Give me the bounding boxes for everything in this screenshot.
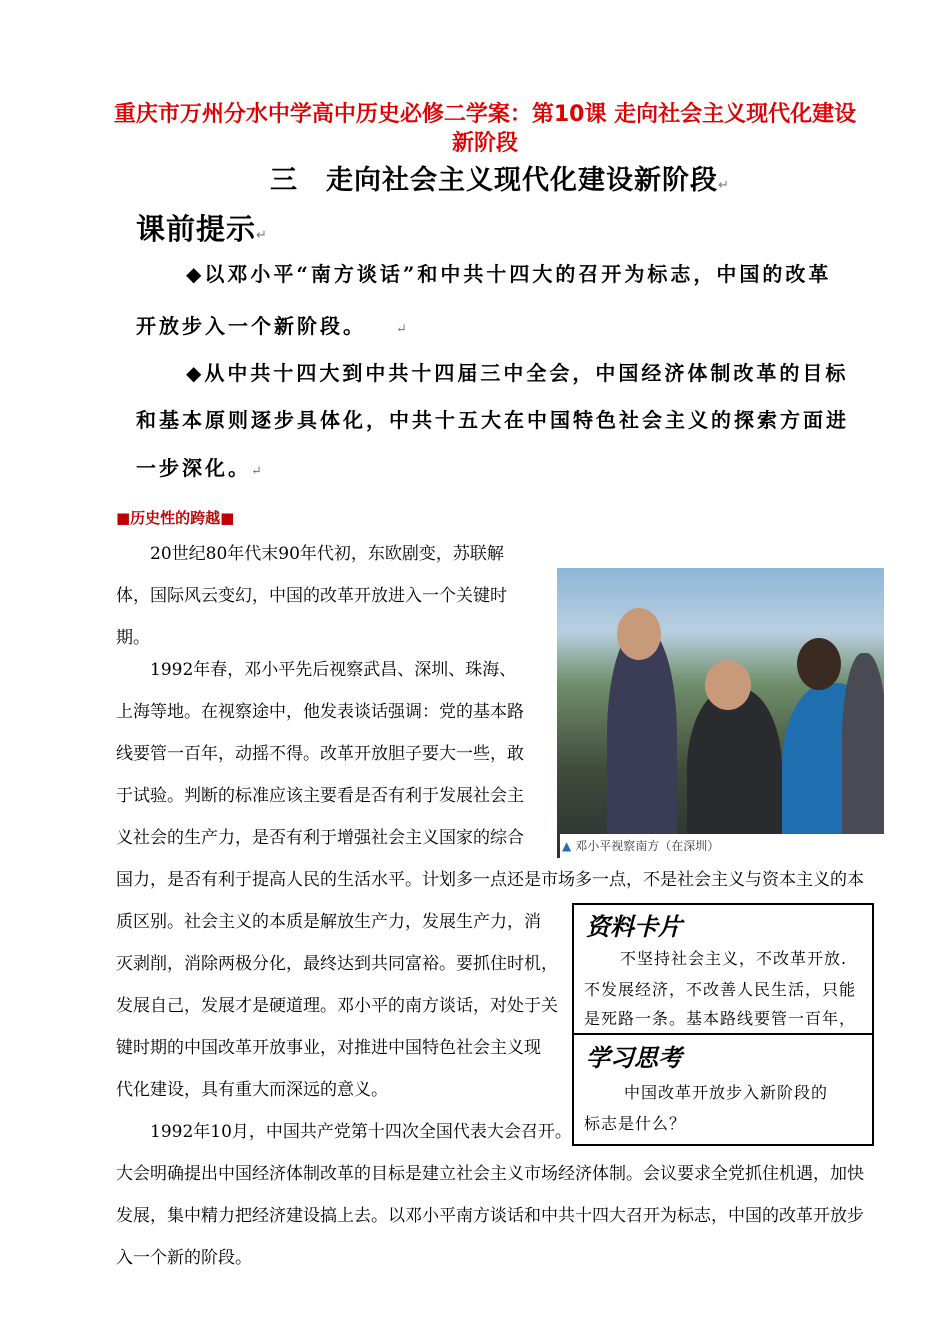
body-line: 灭剥削，消除两极分化，最终达到共同富裕。要抓住时机， [116, 954, 558, 974]
preview-heading-text: 课前提示 [136, 212, 257, 246]
preview-heading [136, 207, 268, 248]
body-line: 发展，集中精力把经济建设搞上去。以邓小平南方谈话和中共十四大召开为标志，中国的改革开放步 [116, 1206, 864, 1226]
body-line: 发展自己，发展才是硬道理。邓小平的南方谈话，对处于关 [116, 996, 558, 1016]
photo-figure-head [617, 608, 661, 660]
body-line: 线要管一百年，动摇不得。改革开放胆子要大一些，敢 [116, 744, 524, 764]
study-think-line: 标志是什么？ [584, 1114, 687, 1133]
preview-line: ◆从中共十四大到中共十四届三中全会，中国经济体制改革的目标 [186, 361, 849, 385]
preview-line [136, 452, 265, 481]
section-number: 三 [270, 165, 298, 196]
body-line: 代化建设，具有重大而深远的意义。 [116, 1080, 388, 1100]
data-card-line: 不坚持社会主义，不改革开放. [620, 949, 848, 968]
body-line: 入一个新的阶段。 [116, 1248, 252, 1268]
study-think-line: 中国改革开放步入新阶段的 [624, 1083, 829, 1102]
body-line: 体，国际风云变幻，中国的改革开放进入一个关键时 [116, 586, 507, 606]
preview-line [136, 310, 410, 339]
triangle-icon: ▲ [562, 839, 572, 853]
photo-figure [687, 688, 782, 858]
body-line: 质区别。社会主义的本质是解放生产力，发展生产力，消 [116, 912, 541, 932]
data-card-line: 不发展经济，不改善人民生活，只能 [584, 980, 857, 999]
document-title: 重庆市万州分水中学高中历史必修二学案：第10课 走向社会主义现代化建设新阶段 [113, 102, 857, 156]
photo-figure [607, 628, 677, 858]
photo-deng-xiaoping [557, 568, 884, 858]
paragraph-mark-icon: ↵ [251, 464, 265, 479]
paragraph-mark-icon: ↵ [256, 228, 268, 243]
preview-line: 和基本原则逐步具体化，中共十五大在中国特色社会主义的探索方面进 [136, 408, 849, 432]
preview-line-text: 开放步入一个新阶段。 [136, 314, 366, 338]
body-line: 键时期的中国改革开放事业，对推进中国特色社会主义现 [116, 1038, 541, 1058]
section-heading-text: 走向社会主义现代化建设新阶段 [326, 165, 718, 196]
subsection-heading: ■历史性的跨越■ [116, 509, 235, 527]
body-line: 大会明确提出中国经济体制改革的目标是建立社会主义市场经济体制。会议要求全党抓住机遇，加快 [116, 1164, 864, 1184]
data-card-box [572, 903, 874, 1146]
preview-line-text: 一步深化。 [136, 456, 251, 480]
card-divider [574, 1033, 872, 1035]
photo-caption [560, 834, 884, 858]
paragraph-mark-icon: ↵ [396, 322, 410, 337]
photo-figure-head [705, 660, 751, 710]
body-line: 1992年10月，中国共产党第十四次全国代表大会召开。 [150, 1122, 572, 1142]
body-line: 20世纪80年代末90年代初，东欧剧变，苏联解 [150, 544, 504, 564]
photo-figure [842, 653, 884, 853]
body-line: 期。 [116, 628, 150, 648]
photo-caption-text: 邓小平视察南方（在深圳） [575, 839, 720, 853]
data-card-line: 是死路一条。基本路线要管一百年， [584, 1009, 857, 1028]
body-line: 国力，是否有利于提高人民的生活水平。计划多一点还是市场多一点，不是社会主义与资本主义的本 [116, 870, 864, 890]
body-line: 上海等地。在视察途中，他发表谈话强调：党的基本路 [116, 702, 524, 722]
paragraph-mark-icon: ↵ [718, 178, 730, 193]
section-heading [270, 158, 730, 197]
photo-figure-head [797, 638, 841, 690]
study-think-title: 学习思考 [586, 1044, 682, 1072]
body-line: 1992年春，邓小平先后视察武昌、深圳、珠海、 [150, 660, 517, 680]
body-line: 义社会的生产力，是否有利于增强社会主义国家的综合 [116, 828, 524, 848]
preview-line: ◆以邓小平“南方谈话”和中共十四大的召开为标志，中国的改革 [186, 262, 832, 286]
data-card-title: 资料卡片 [586, 913, 682, 941]
body-line: 于试验。判断的标准应该主要看是否有利于发展社会主 [116, 786, 524, 806]
